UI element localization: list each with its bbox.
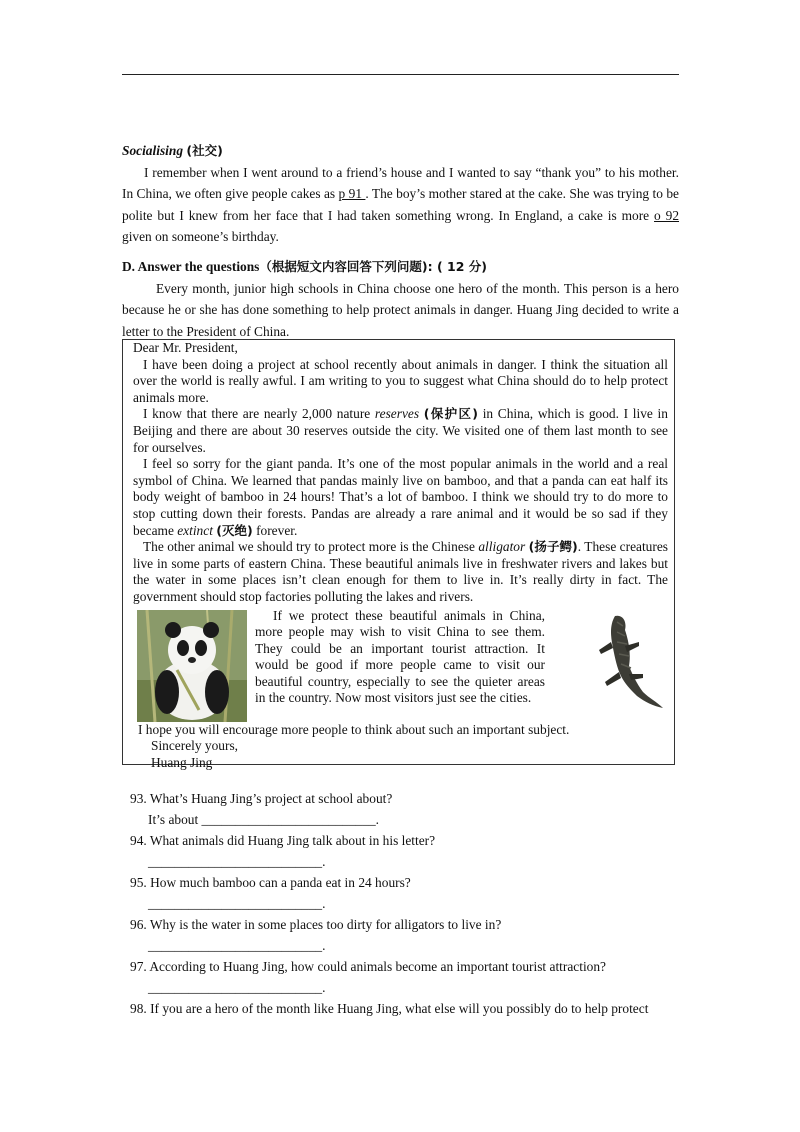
header-rule [122, 74, 679, 75]
answer-96[interactable]: __________________________. [148, 938, 326, 953]
section-d-heading: D. Answer the questions（根据短文内容回答下列问题): ( 12 分) [122, 259, 487, 274]
answer-93[interactable]: It’s about __________________________. [148, 812, 379, 827]
questions-list [130, 788, 690, 1019]
letter-paragraph-6: I hope you will encourage more people to think about such an important subject. [138, 721, 570, 737]
letter-closing: Sincerely yours, [151, 738, 239, 754]
socialising-heading: Socialising (社交) [122, 143, 223, 158]
question-96: 96. Why is the water in some places too dirty for alligators to live in? [130, 917, 502, 932]
question-98: 98. If you are a hero of the month like Huang Jing, what else will you possibly do to help protect [130, 1001, 649, 1016]
alligator-photo [581, 612, 665, 710]
question-94: 94. What animals did Huang Jing talk about in his letter? [130, 833, 436, 848]
letter-box [122, 339, 675, 770]
blank-91[interactable]: p 91 [338, 186, 366, 201]
letter-paragraph-4: The other animal we should try to protect more is the Chinese alligator (扬子鳄). These creatures live in some parts of eastern China. These beautiful animals live in freshwater rivers and lakes but the water in some places isn’t clean enough for them to live in. It’s really dirty in fact. The government should stop factories polluting the lakes and rivers. [133, 539, 668, 604]
answer-94[interactable]: __________________________. [148, 854, 326, 869]
socialising-paragraph: I remember when I went around to a friend’s house and I wanted to say “thank you” to his mother. In China, we often give people cakes as p 91 . The boy’s mother stared at the cake. She was trying to be polite but I knew from her face that I had taken something wrong. In England, a cake is more o 92 given on someone’s birthday. [122, 164, 680, 244]
question-95: 95. How much bamboo can a panda eat in 24 hours? [130, 875, 411, 890]
question-93: 93. What’s Huang Jing’s project at school about? [130, 791, 393, 806]
section-d [122, 256, 679, 342]
panda-photo [137, 610, 247, 722]
letter-image-row [133, 606, 668, 722]
letter-paragraph-3: I feel so sorry for the giant panda. It’s one of the most popular animals in the world and a real symbol of China. We learned that pandas mainly live on bamboo, and that a panda can eat half its body weight of bamboo in 24 hours! That’s a lot of bamboo. I think we should try to do more to stop cutting down their forests. Pandas are already a rare animal and it would be so sad if they became extinct (灭绝) forever. [133, 456, 668, 538]
letter-greeting: Dear Mr. President, [133, 340, 238, 355]
letter-paragraph-2: I know that there are nearly 2,000 nature reserves (保护区) in China, which is good. I live in Beijing and there are about 30 reserves outside the city. We visited one of them last month to see for ourselves. [133, 406, 668, 455]
letter-signature: Huang Jing [151, 754, 213, 770]
answer-97[interactable]: __________________________. [148, 980, 326, 995]
question-97: 97. According to Huang Jing, how could animals become an important tourist attraction? [130, 959, 607, 974]
letter-paragraph-1: I have been doing a project at school recently about animals in danger. I think the situation all over the world is really awful. I am writing to you to suggest what China should do to help protect animals more. [133, 356, 668, 405]
letter-paragraph-5: If we protect these beautiful animals in China, more people may wish to visit China to see them. They could be an important tourist attraction. It would be good if more people came to visit our beautiful country, especially to see the quieter areas in the country. Now most visitors just see the cities. [255, 607, 545, 706]
blank-92[interactable]: o 92 [654, 207, 680, 223]
socialising-section [122, 140, 679, 248]
section-d-intro: Every month, junior high schools in China choose one hero of the month. This person is a hero because he or she has done something to help protect animals in danger. Huang Jing decided to write a letter to the President of China. [122, 280, 679, 339]
answer-95[interactable]: __________________________. [148, 896, 326, 911]
